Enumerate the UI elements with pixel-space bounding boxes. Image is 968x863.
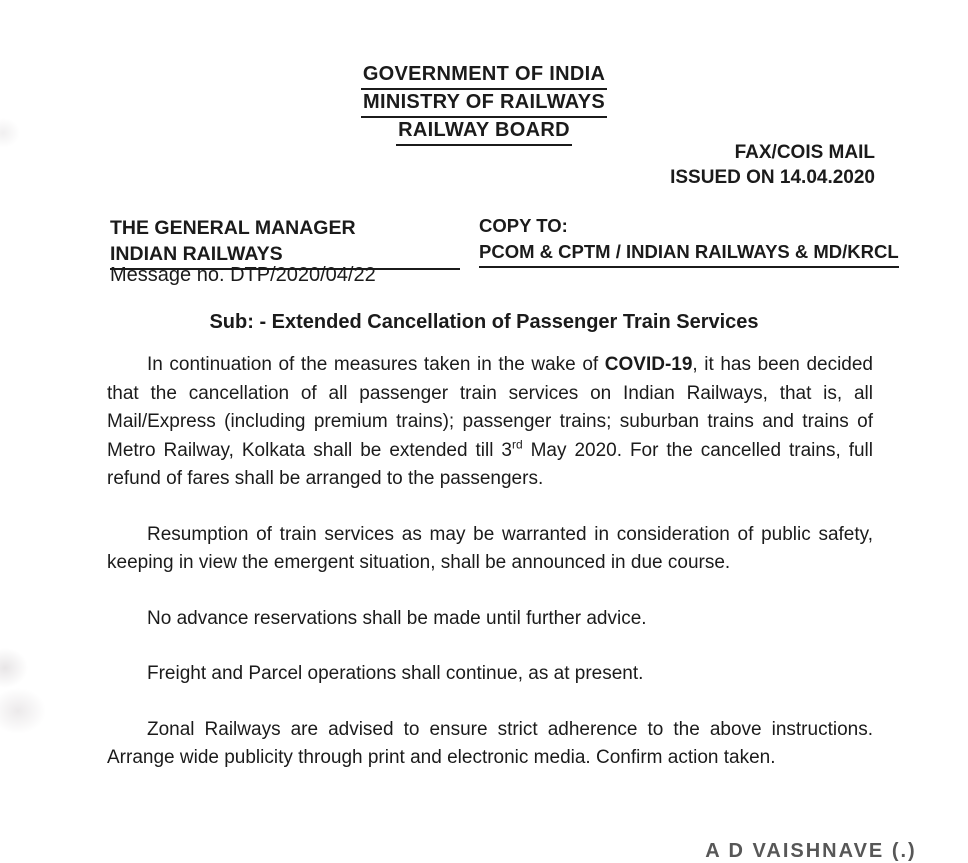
letterhead-line xyxy=(0,62,968,90)
text-segment: Zonal Railways are advised to ensure strict adherence to the above instructions. Arrange wide publicity through print and electronic media. Confirm action taken. xyxy=(107,718,873,768)
letterhead-line xyxy=(0,90,968,118)
text-segment: rd xyxy=(511,437,523,452)
copy-to-block xyxy=(479,213,899,268)
text-segment: , it has been decided that the cancellation of all passenger train services on Indian Railways, that is, all Mail/Express (including premium trains); passenger trains; suburban trains and trains of Metro Railway, Kolkata shall be extended till 3 xyxy=(107,354,873,461)
text-segment: Resumption of train services as may be warranted in consideration of public safety, keeping in view the emergent situation, shall be announced in due course. xyxy=(107,523,873,573)
paragraph xyxy=(107,605,873,634)
fax-issue-block xyxy=(670,140,875,190)
message-number: Message no. DTP/2020/04/22 xyxy=(110,264,376,286)
scan-smudge xyxy=(0,688,46,734)
text-segment: In continuation of the measures taken in the wake of xyxy=(147,354,605,375)
board-name: RAILWAY BOARD xyxy=(396,118,572,146)
subject-line: Sub: - Extended Cancellation of Passenger Train Services xyxy=(209,311,759,333)
signature-fragment-cutoff: A D VAISHNAVE (.) xyxy=(705,840,917,862)
paragraph xyxy=(107,521,873,578)
copy-to-label: COPY TO: xyxy=(479,215,568,236)
text-segment: May 2020. For the cancelled trains, full refund of fares shall be arranged to the passengers. xyxy=(107,439,873,489)
text-segment: Freight and Parcel operations shall continue, as at present. xyxy=(147,663,644,684)
body-paragraphs xyxy=(107,351,873,800)
copy-to-value: PCOM & CPTM / INDIAN RAILWAYS & MD/KRCL xyxy=(479,239,899,268)
letterhead xyxy=(0,62,968,146)
addressee-org: INDIAN RAILWAYS xyxy=(110,241,460,270)
issue-date-line: ISSUED ON 14.04.2020 xyxy=(670,167,875,188)
paragraph xyxy=(107,716,873,773)
text-segment: COVID-19 xyxy=(604,354,693,375)
ministry-name: MINISTRY OF RAILWAYS xyxy=(361,90,607,118)
scan-smudge xyxy=(0,648,28,688)
org-name: GOVERNMENT OF INDIA xyxy=(361,62,607,90)
paragraph xyxy=(107,351,873,494)
text-segment: No advance reservations shall be made until further advice. xyxy=(147,607,647,629)
addressee-title: THE GENERAL MANAGER xyxy=(110,217,356,239)
paragraph xyxy=(107,660,873,689)
addressee-block xyxy=(110,215,460,270)
fax-mode-line: FAX/COIS MAIL xyxy=(734,142,875,163)
